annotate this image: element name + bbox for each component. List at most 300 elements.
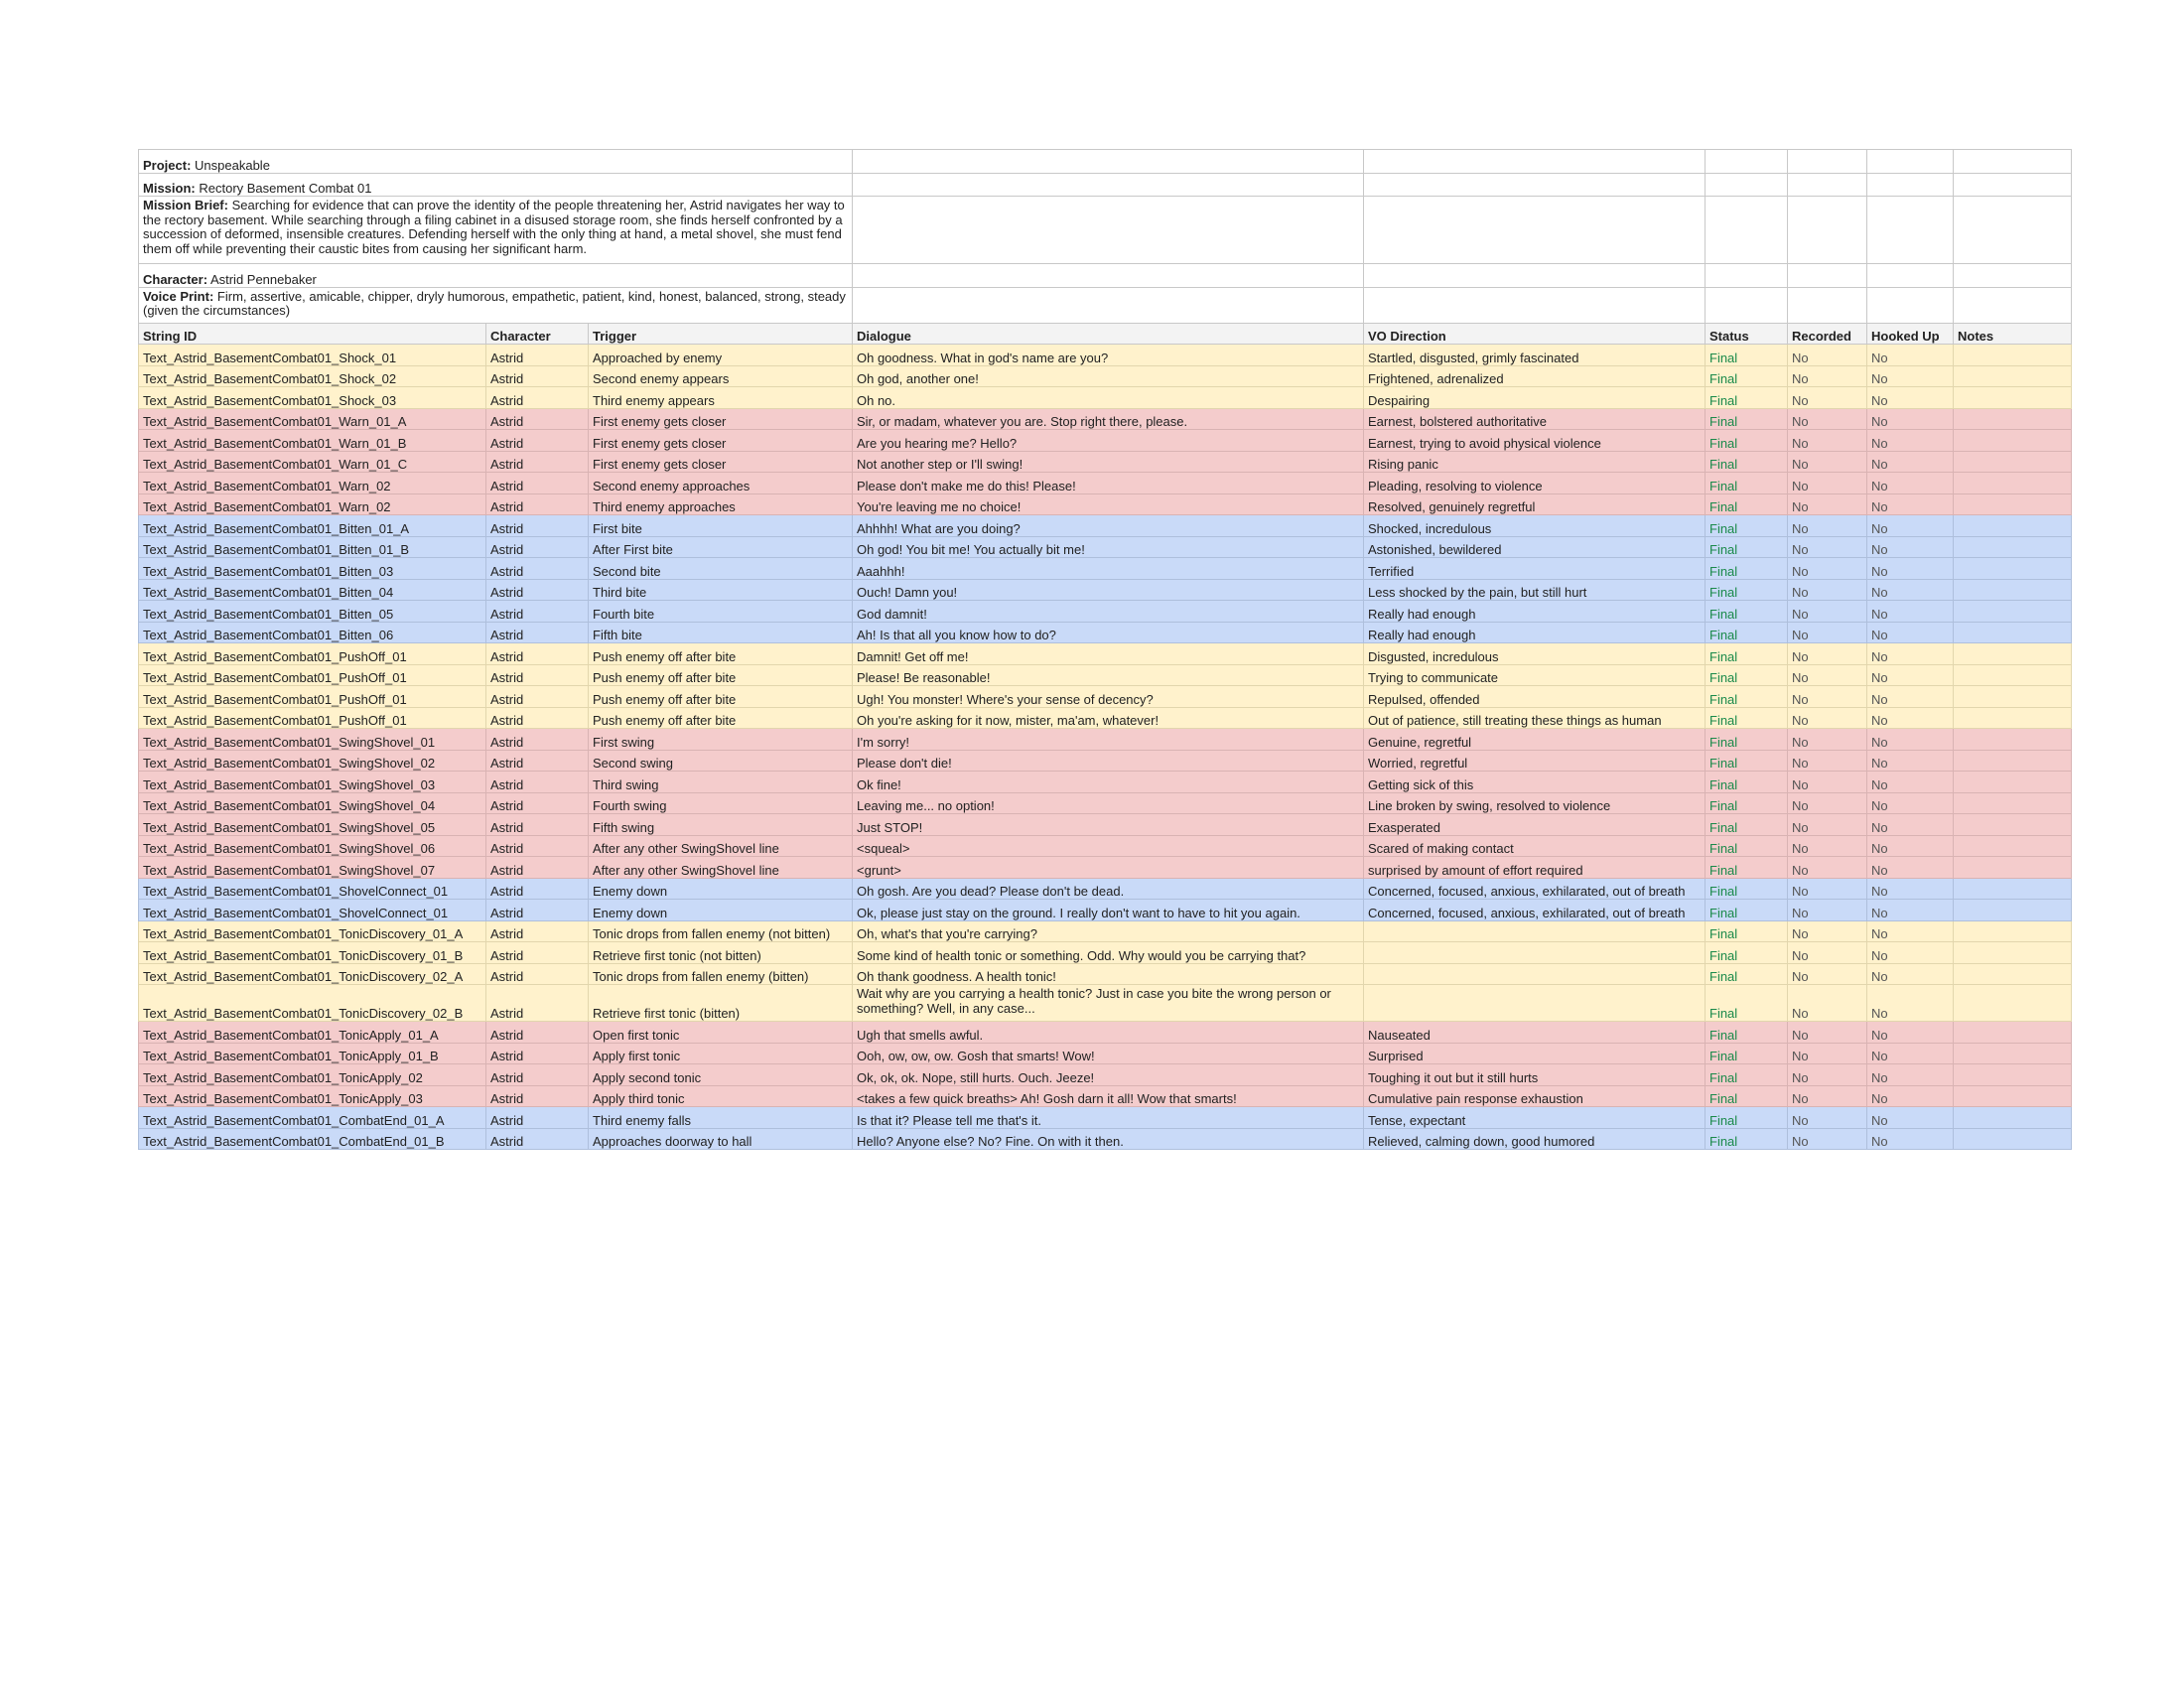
hooked-up-cell[interactable]: No [1867, 1064, 1954, 1086]
character-cell[interactable]: Astrid [486, 1128, 589, 1150]
notes-cell[interactable] [1954, 686, 2072, 708]
recorded-cell[interactable]: No [1788, 387, 1867, 409]
hooked-up-cell[interactable]: No [1867, 729, 1954, 751]
recorded-cell[interactable]: No [1788, 772, 1867, 793]
vo-direction-cell[interactable]: surprised by amount of effort required [1364, 857, 1706, 879]
recorded-cell[interactable]: No [1788, 750, 1867, 772]
notes-cell[interactable] [1954, 920, 2072, 942]
status-cell[interactable]: Final [1706, 878, 1788, 900]
empty-cell[interactable] [1954, 287, 2072, 323]
dialogue-cell[interactable]: Oh you're asking for it now, mister, ma'am, whatever! [853, 707, 1364, 729]
dialogue-cell[interactable]: Hello? Anyone else? No? Fine. On with it then. [853, 1128, 1364, 1150]
character-cell[interactable]: Astrid [486, 430, 589, 452]
dialogue-cell[interactable]: Ahhhh! What are you doing? [853, 515, 1364, 537]
hooked-up-cell[interactable]: No [1867, 772, 1954, 793]
notes-cell[interactable] [1954, 1022, 2072, 1044]
hooked-up-cell[interactable]: No [1867, 814, 1954, 836]
character-cell[interactable]: Astrid [486, 792, 589, 814]
dialogue-cell[interactable]: Ouch! Damn you! [853, 579, 1364, 601]
empty-cell[interactable] [1867, 150, 1954, 174]
trigger-cell[interactable]: Second enemy approaches [589, 473, 853, 494]
dialogue-cell[interactable]: <grunt> [853, 857, 1364, 879]
notes-cell[interactable] [1954, 985, 2072, 1022]
empty-cell[interactable] [1788, 287, 1867, 323]
recorded-cell[interactable]: No [1788, 985, 1867, 1022]
hooked-up-cell[interactable]: No [1867, 1043, 1954, 1064]
notes-cell[interactable] [1954, 451, 2072, 473]
hooked-up-cell[interactable]: No [1867, 408, 1954, 430]
dialogue-cell[interactable]: Ooh, ow, ow, ow. Gosh that smarts! Wow! [853, 1043, 1364, 1064]
character-cell[interactable]: Astrid [486, 536, 589, 558]
empty-cell[interactable] [853, 264, 1364, 288]
notes-cell[interactable] [1954, 1128, 2072, 1150]
mission-brief-cell[interactable] [139, 197, 853, 264]
dialogue-cell[interactable]: God damnit! [853, 601, 1364, 623]
hooked-up-cell[interactable]: No [1867, 942, 1954, 964]
empty-cell[interactable] [1706, 173, 1788, 197]
trigger-cell[interactable]: Retrieve first tonic (not bitten) [589, 942, 853, 964]
vo-direction-cell[interactable]: Surprised [1364, 1043, 1706, 1064]
empty-cell[interactable] [1788, 197, 1867, 264]
hooked-up-cell[interactable]: No [1867, 515, 1954, 537]
trigger-cell[interactable]: Fifth bite [589, 622, 853, 643]
character-cell[interactable]: Astrid [486, 601, 589, 623]
hooked-up-cell[interactable]: No [1867, 622, 1954, 643]
status-cell[interactable]: Final [1706, 942, 1788, 964]
status-cell[interactable]: Final [1706, 558, 1788, 580]
empty-cell[interactable] [1867, 197, 1954, 264]
notes-cell[interactable] [1954, 579, 2072, 601]
character-cell[interactable]: Astrid [486, 451, 589, 473]
trigger-cell[interactable]: Enemy down [589, 900, 853, 921]
trigger-cell[interactable]: Approaches doorway to hall [589, 1128, 853, 1150]
character-cell[interactable]: Astrid [486, 664, 589, 686]
header-recorded[interactable]: Recorded [1788, 323, 1867, 345]
string-id-cell[interactable]: Text_Astrid_BasementCombat01_Bitten_04 [139, 579, 486, 601]
empty-cell[interactable] [853, 197, 1364, 264]
character-cell[interactable]: Astrid [486, 857, 589, 879]
hooked-up-cell[interactable]: No [1867, 387, 1954, 409]
status-cell[interactable]: Final [1706, 835, 1788, 857]
string-id-cell[interactable]: Text_Astrid_BasementCombat01_Bitten_06 [139, 622, 486, 643]
hooked-up-cell[interactable]: No [1867, 345, 1954, 366]
recorded-cell[interactable]: No [1788, 345, 1867, 366]
status-cell[interactable]: Final [1706, 900, 1788, 921]
hooked-up-cell[interactable]: No [1867, 643, 1954, 665]
character-cell[interactable]: Astrid [486, 493, 589, 515]
vo-direction-cell[interactable]: Earnest, bolstered authoritative [1364, 408, 1706, 430]
string-id-cell[interactable]: Text_Astrid_BasementCombat01_Warn_01_A [139, 408, 486, 430]
status-cell[interactable]: Final [1706, 1128, 1788, 1150]
empty-cell[interactable] [1788, 173, 1867, 197]
status-cell[interactable]: Final [1706, 643, 1788, 665]
recorded-cell[interactable]: No [1788, 1064, 1867, 1086]
trigger-cell[interactable]: Apply first tonic [589, 1043, 853, 1064]
notes-cell[interactable] [1954, 345, 2072, 366]
hooked-up-cell[interactable]: No [1867, 1128, 1954, 1150]
character-cell[interactable]: Astrid [486, 1064, 589, 1086]
string-id-cell[interactable]: Text_Astrid_BasementCombat01_Warn_02 [139, 493, 486, 515]
status-cell[interactable]: Final [1706, 772, 1788, 793]
recorded-cell[interactable]: No [1788, 558, 1867, 580]
trigger-cell[interactable]: Approached by enemy [589, 345, 853, 366]
trigger-cell[interactable]: First swing [589, 729, 853, 751]
string-id-cell[interactable]: Text_Astrid_BasementCombat01_TonicDiscovery_01_A [139, 920, 486, 942]
dialogue-cell[interactable]: Oh thank goodness. A health tonic! [853, 963, 1364, 985]
string-id-cell[interactable]: Text_Astrid_BasementCombat01_CombatEnd_01_A [139, 1107, 486, 1129]
notes-cell[interactable] [1954, 1107, 2072, 1129]
status-cell[interactable]: Final [1706, 579, 1788, 601]
dialogue-cell[interactable]: Ugh that smells awful. [853, 1022, 1364, 1044]
trigger-cell[interactable]: Second enemy appears [589, 365, 853, 387]
recorded-cell[interactable]: No [1788, 814, 1867, 836]
string-id-cell[interactable]: Text_Astrid_BasementCombat01_TonicApply_02 [139, 1064, 486, 1086]
vo-direction-cell[interactable]: Toughing it out but it still hurts [1364, 1064, 1706, 1086]
empty-cell[interactable] [853, 150, 1364, 174]
vo-direction-cell[interactable]: Rising panic [1364, 451, 1706, 473]
recorded-cell[interactable]: No [1788, 579, 1867, 601]
string-id-cell[interactable]: Text_Astrid_BasementCombat01_PushOff_01 [139, 686, 486, 708]
recorded-cell[interactable]: No [1788, 1128, 1867, 1150]
notes-cell[interactable] [1954, 942, 2072, 964]
status-cell[interactable]: Final [1706, 451, 1788, 473]
trigger-cell[interactable]: Tonic drops from fallen enemy (bitten) [589, 963, 853, 985]
notes-cell[interactable] [1954, 1064, 2072, 1086]
hooked-up-cell[interactable]: No [1867, 686, 1954, 708]
recorded-cell[interactable]: No [1788, 365, 1867, 387]
vo-direction-cell[interactable]: Startled, disgusted, grimly fascinated [1364, 345, 1706, 366]
empty-cell[interactable] [1788, 264, 1867, 288]
header-hooked-up[interactable]: Hooked Up [1867, 323, 1954, 345]
dialogue-cell[interactable]: Damnit! Get off me! [853, 643, 1364, 665]
character-cell[interactable]: Astrid [486, 985, 589, 1022]
hooked-up-cell[interactable]: No [1867, 900, 1954, 921]
vo-direction-cell[interactable] [1364, 963, 1706, 985]
recorded-cell[interactable]: No [1788, 622, 1867, 643]
vo-direction-cell[interactable]: Worried, regretful [1364, 750, 1706, 772]
string-id-cell[interactable]: Text_Astrid_BasementCombat01_SwingShovel_04 [139, 792, 486, 814]
vo-direction-cell[interactable]: Really had enough [1364, 601, 1706, 623]
dialogue-cell[interactable]: Some kind of health tonic or something. Odd. Why would you be carrying that? [853, 942, 1364, 964]
recorded-cell[interactable]: No [1788, 920, 1867, 942]
empty-cell[interactable] [1954, 150, 2072, 174]
character-cell[interactable]: Astrid [486, 622, 589, 643]
vo-direction-cell[interactable]: Astonished, bewildered [1364, 536, 1706, 558]
character-cell[interactable]: Astrid [486, 942, 589, 964]
vo-direction-cell[interactable]: Frightened, adrenalized [1364, 365, 1706, 387]
dialogue-cell[interactable]: Oh god! You bit me! You actually bit me! [853, 536, 1364, 558]
string-id-cell[interactable]: Text_Astrid_BasementCombat01_TonicApply_01_B [139, 1043, 486, 1064]
string-id-cell[interactable]: Text_Astrid_BasementCombat01_Bitten_05 [139, 601, 486, 623]
string-id-cell[interactable]: Text_Astrid_BasementCombat01_Warn_01_B [139, 430, 486, 452]
character-cell[interactable]: Astrid [486, 878, 589, 900]
empty-cell[interactable] [1954, 173, 2072, 197]
empty-cell[interactable] [1364, 150, 1706, 174]
string-id-cell[interactable]: Text_Astrid_BasementCombat01_ShovelConnect_01 [139, 900, 486, 921]
dialogue-cell[interactable]: Ok, please just stay on the ground. I really don't want to have to hit you again. [853, 900, 1364, 921]
hooked-up-cell[interactable]: No [1867, 1085, 1954, 1107]
status-cell[interactable]: Final [1706, 686, 1788, 708]
dialogue-cell[interactable]: Please don't die! [853, 750, 1364, 772]
dialogue-cell[interactable]: Oh goodness. What in god's name are you? [853, 345, 1364, 366]
status-cell[interactable]: Final [1706, 493, 1788, 515]
header-string-id[interactable]: String ID [139, 323, 486, 345]
string-id-cell[interactable]: Text_Astrid_BasementCombat01_SwingShovel_07 [139, 857, 486, 879]
dialogue-cell[interactable]: Please! Be reasonable! [853, 664, 1364, 686]
character-cell[interactable]: Astrid [486, 1022, 589, 1044]
vo-direction-cell[interactable]: Scared of making contact [1364, 835, 1706, 857]
recorded-cell[interactable]: No [1788, 451, 1867, 473]
notes-cell[interactable] [1954, 558, 2072, 580]
recorded-cell[interactable]: No [1788, 942, 1867, 964]
string-id-cell[interactable]: Text_Astrid_BasementCombat01_SwingShovel_01 [139, 729, 486, 751]
string-id-cell[interactable]: Text_Astrid_BasementCombat01_PushOff_01 [139, 707, 486, 729]
vo-direction-cell[interactable]: Repulsed, offended [1364, 686, 1706, 708]
string-id-cell[interactable]: Text_Astrid_BasementCombat01_Bitten_03 [139, 558, 486, 580]
vo-direction-cell[interactable]: Tense, expectant [1364, 1107, 1706, 1129]
hooked-up-cell[interactable]: No [1867, 536, 1954, 558]
mission-cell[interactable] [139, 173, 853, 197]
header-character[interactable]: Character [486, 323, 589, 345]
notes-cell[interactable] [1954, 857, 2072, 879]
hooked-up-cell[interactable]: No [1867, 430, 1954, 452]
vo-direction-cell[interactable] [1364, 920, 1706, 942]
string-id-cell[interactable]: Text_Astrid_BasementCombat01_Warn_01_C [139, 451, 486, 473]
hooked-up-cell[interactable]: No [1867, 601, 1954, 623]
dialogue-cell[interactable]: Are you hearing me? Hello? [853, 430, 1364, 452]
status-cell[interactable]: Final [1706, 345, 1788, 366]
vo-direction-cell[interactable] [1364, 942, 1706, 964]
hooked-up-cell[interactable]: No [1867, 878, 1954, 900]
notes-cell[interactable] [1954, 878, 2072, 900]
vo-direction-cell[interactable]: Really had enough [1364, 622, 1706, 643]
character-cell[interactable]: Astrid [486, 1085, 589, 1107]
empty-cell[interactable] [1954, 197, 2072, 264]
trigger-cell[interactable]: Tonic drops from fallen enemy (not bitten) [589, 920, 853, 942]
dialogue-cell[interactable]: I'm sorry! [853, 729, 1364, 751]
recorded-cell[interactable]: No [1788, 857, 1867, 879]
trigger-cell[interactable]: Open first tonic [589, 1022, 853, 1044]
vo-direction-cell[interactable]: Trying to communicate [1364, 664, 1706, 686]
vo-direction-cell[interactable]: Disgusted, incredulous [1364, 643, 1706, 665]
voice-print-cell[interactable] [139, 287, 853, 323]
empty-cell[interactable] [853, 173, 1364, 197]
recorded-cell[interactable]: No [1788, 878, 1867, 900]
trigger-cell[interactable]: Third enemy appears [589, 387, 853, 409]
notes-cell[interactable] [1954, 515, 2072, 537]
recorded-cell[interactable]: No [1788, 473, 1867, 494]
character-cell[interactable]: Astrid [486, 365, 589, 387]
hooked-up-cell[interactable]: No [1867, 451, 1954, 473]
status-cell[interactable]: Final [1706, 729, 1788, 751]
hooked-up-cell[interactable]: No [1867, 835, 1954, 857]
recorded-cell[interactable]: No [1788, 430, 1867, 452]
status-cell[interactable]: Final [1706, 622, 1788, 643]
character-cell[interactable]: Astrid [486, 1107, 589, 1129]
vo-direction-cell[interactable]: Less shocked by the pain, but still hurt [1364, 579, 1706, 601]
trigger-cell[interactable]: Fourth bite [589, 601, 853, 623]
vo-direction-cell[interactable]: Nauseated [1364, 1022, 1706, 1044]
recorded-cell[interactable]: No [1788, 408, 1867, 430]
hooked-up-cell[interactable]: No [1867, 750, 1954, 772]
recorded-cell[interactable]: No [1788, 686, 1867, 708]
trigger-cell[interactable]: After any other SwingShovel line [589, 857, 853, 879]
recorded-cell[interactable]: No [1788, 1043, 1867, 1064]
trigger-cell[interactable]: First enemy gets closer [589, 451, 853, 473]
notes-cell[interactable] [1954, 601, 2072, 623]
dialogue-cell[interactable]: Oh, what's that you're carrying? [853, 920, 1364, 942]
notes-cell[interactable] [1954, 835, 2072, 857]
empty-cell[interactable] [1867, 287, 1954, 323]
character-cell[interactable]: Astrid [486, 515, 589, 537]
trigger-cell[interactable]: Apply second tonic [589, 1064, 853, 1086]
empty-cell[interactable] [1364, 287, 1706, 323]
empty-cell[interactable] [1364, 264, 1706, 288]
character-cell[interactable]: Astrid [486, 963, 589, 985]
character-cell[interactable]: Astrid [486, 345, 589, 366]
notes-cell[interactable] [1954, 365, 2072, 387]
header-status[interactable]: Status [1706, 323, 1788, 345]
status-cell[interactable]: Final [1706, 1107, 1788, 1129]
hooked-up-cell[interactable]: No [1867, 707, 1954, 729]
vo-direction-cell[interactable]: Concerned, focused, anxious, exhilarated, out of breath [1364, 900, 1706, 921]
recorded-cell[interactable]: No [1788, 1085, 1867, 1107]
dialogue-cell[interactable]: Sir, or madam, whatever you are. Stop right there, please. [853, 408, 1364, 430]
trigger-cell[interactable]: Second swing [589, 750, 853, 772]
character-cell[interactable]: Astrid [486, 686, 589, 708]
dialogue-cell[interactable]: Aaahhh! [853, 558, 1364, 580]
status-cell[interactable]: Final [1706, 1043, 1788, 1064]
trigger-cell[interactable]: First enemy gets closer [589, 408, 853, 430]
empty-cell[interactable] [1867, 173, 1954, 197]
dialogue-cell[interactable]: Ok fine! [853, 772, 1364, 793]
vo-direction-cell[interactable]: Genuine, regretful [1364, 729, 1706, 751]
trigger-cell[interactable]: Push enemy off after bite [589, 686, 853, 708]
hooked-up-cell[interactable]: No [1867, 473, 1954, 494]
status-cell[interactable]: Final [1706, 985, 1788, 1022]
hooked-up-cell[interactable]: No [1867, 792, 1954, 814]
string-id-cell[interactable]: Text_Astrid_BasementCombat01_Bitten_01_B [139, 536, 486, 558]
status-cell[interactable]: Final [1706, 920, 1788, 942]
string-id-cell[interactable]: Text_Astrid_BasementCombat01_SwingShovel_03 [139, 772, 486, 793]
dialogue-cell[interactable]: Leaving me... no option! [853, 792, 1364, 814]
recorded-cell[interactable]: No [1788, 493, 1867, 515]
notes-cell[interactable] [1954, 536, 2072, 558]
notes-cell[interactable] [1954, 643, 2072, 665]
string-id-cell[interactable]: Text_Astrid_BasementCombat01_SwingShovel_02 [139, 750, 486, 772]
hooked-up-cell[interactable]: No [1867, 579, 1954, 601]
trigger-cell[interactable]: Third enemy approaches [589, 493, 853, 515]
vo-direction-cell[interactable]: Getting sick of this [1364, 772, 1706, 793]
character-cell[interactable]: Astrid [486, 408, 589, 430]
hooked-up-cell[interactable]: No [1867, 920, 1954, 942]
recorded-cell[interactable]: No [1788, 1022, 1867, 1044]
status-cell[interactable]: Final [1706, 601, 1788, 623]
trigger-cell[interactable]: Third enemy falls [589, 1107, 853, 1129]
notes-cell[interactable] [1954, 664, 2072, 686]
vo-direction-cell[interactable]: Relieved, calming down, good humored [1364, 1128, 1706, 1150]
empty-cell[interactable] [1706, 197, 1788, 264]
recorded-cell[interactable]: No [1788, 515, 1867, 537]
string-id-cell[interactable]: Text_Astrid_BasementCombat01_Shock_02 [139, 365, 486, 387]
notes-cell[interactable] [1954, 1043, 2072, 1064]
recorded-cell[interactable]: No [1788, 601, 1867, 623]
recorded-cell[interactable]: No [1788, 963, 1867, 985]
trigger-cell[interactable]: After First bite [589, 536, 853, 558]
trigger-cell[interactable]: Apply third tonic [589, 1085, 853, 1107]
string-id-cell[interactable]: Text_Astrid_BasementCombat01_TonicDiscovery_01_B [139, 942, 486, 964]
trigger-cell[interactable]: Push enemy off after bite [589, 664, 853, 686]
empty-cell[interactable] [1706, 264, 1788, 288]
vo-direction-cell[interactable]: Line broken by swing, resolved to violence [1364, 792, 1706, 814]
recorded-cell[interactable]: No [1788, 792, 1867, 814]
character-cell[interactable]: Astrid [486, 1043, 589, 1064]
trigger-cell[interactable]: Enemy down [589, 878, 853, 900]
dialogue-cell[interactable]: Wait why are you carrying a health tonic? Just in case you bite the wrong person or something? Well, in any case... [853, 985, 1364, 1022]
string-id-cell[interactable]: Text_Astrid_BasementCombat01_SwingShovel_06 [139, 835, 486, 857]
string-id-cell[interactable]: Text_Astrid_BasementCombat01_TonicDiscovery_02_A [139, 963, 486, 985]
character-cell[interactable]: Astrid [486, 579, 589, 601]
dialogue-cell[interactable]: Oh no. [853, 387, 1364, 409]
empty-cell[interactable] [1954, 264, 2072, 288]
hooked-up-cell[interactable]: No [1867, 365, 1954, 387]
dialogue-cell[interactable]: Just STOP! [853, 814, 1364, 836]
notes-cell[interactable] [1954, 729, 2072, 751]
string-id-cell[interactable]: Text_Astrid_BasementCombat01_PushOff_01 [139, 664, 486, 686]
empty-cell[interactable] [1867, 264, 1954, 288]
status-cell[interactable]: Final [1706, 1022, 1788, 1044]
notes-cell[interactable] [1954, 1085, 2072, 1107]
character-cell[interactable]: Astrid [486, 707, 589, 729]
dialogue-cell[interactable]: Please don't make me do this! Please! [853, 473, 1364, 494]
hooked-up-cell[interactable]: No [1867, 857, 1954, 879]
character-cell[interactable]: Astrid [486, 835, 589, 857]
recorded-cell[interactable]: No [1788, 900, 1867, 921]
string-id-cell[interactable]: Text_Astrid_BasementCombat01_TonicApply_01_A [139, 1022, 486, 1044]
status-cell[interactable]: Final [1706, 365, 1788, 387]
status-cell[interactable]: Final [1706, 515, 1788, 537]
trigger-cell[interactable]: After any other SwingShovel line [589, 835, 853, 857]
empty-cell[interactable] [853, 287, 1364, 323]
hooked-up-cell[interactable]: No [1867, 558, 1954, 580]
notes-cell[interactable] [1954, 430, 2072, 452]
notes-cell[interactable] [1954, 387, 2072, 409]
notes-cell[interactable] [1954, 750, 2072, 772]
trigger-cell[interactable]: First bite [589, 515, 853, 537]
recorded-cell[interactable]: No [1788, 536, 1867, 558]
character-cell[interactable]: Astrid [486, 473, 589, 494]
trigger-cell[interactable]: Push enemy off after bite [589, 643, 853, 665]
status-cell[interactable]: Final [1706, 750, 1788, 772]
vo-direction-cell[interactable]: Despairing [1364, 387, 1706, 409]
empty-cell[interactable] [1706, 287, 1788, 323]
character-cell[interactable]: Astrid [486, 900, 589, 921]
dialogue-cell[interactable]: Not another step or I'll swing! [853, 451, 1364, 473]
status-cell[interactable]: Final [1706, 536, 1788, 558]
empty-cell[interactable] [1364, 173, 1706, 197]
empty-cell[interactable] [1364, 197, 1706, 264]
hooked-up-cell[interactable]: No [1867, 1107, 1954, 1129]
empty-cell[interactable] [1788, 150, 1867, 174]
dialogue-cell[interactable]: You're leaving me no choice! [853, 493, 1364, 515]
notes-cell[interactable] [1954, 622, 2072, 643]
header-vo-direction[interactable]: VO Direction [1364, 323, 1706, 345]
notes-cell[interactable] [1954, 473, 2072, 494]
dialogue-cell[interactable]: Ah! Is that all you know how to do? [853, 622, 1364, 643]
project-cell[interactable] [139, 150, 853, 174]
notes-cell[interactable] [1954, 792, 2072, 814]
status-cell[interactable]: Final [1706, 473, 1788, 494]
